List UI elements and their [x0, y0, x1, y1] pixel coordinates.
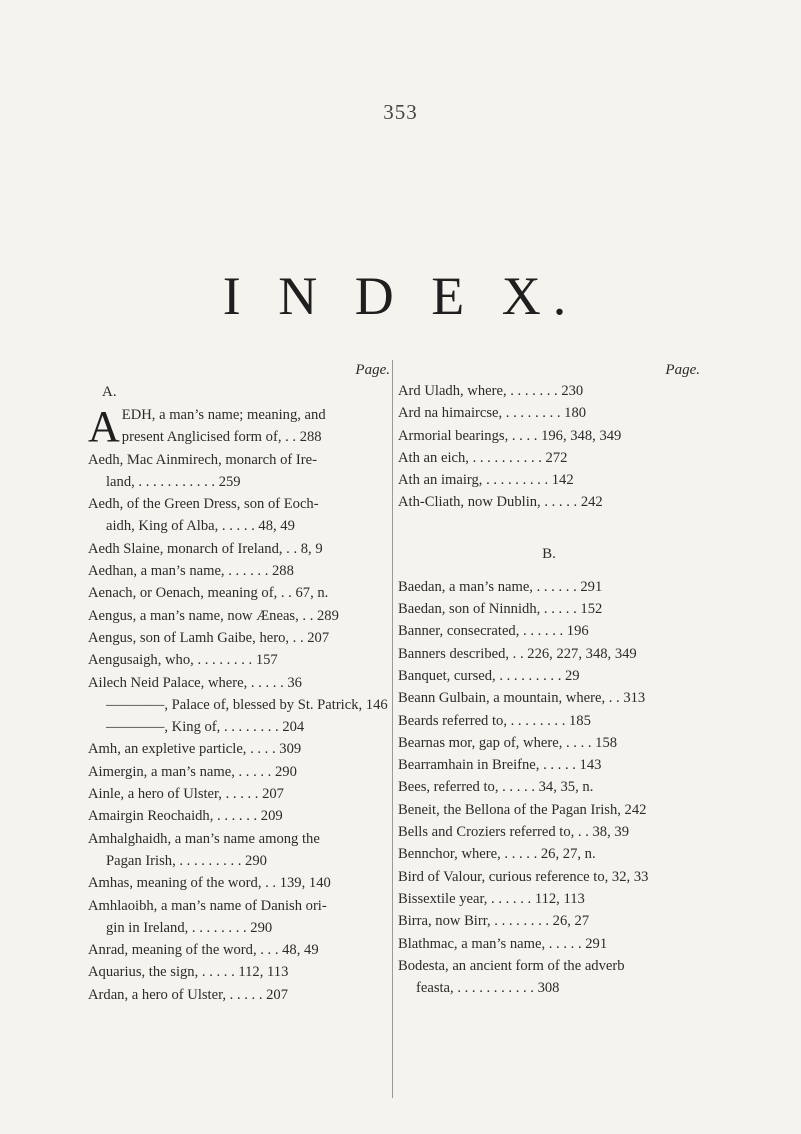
index-entry-line: Bells and Croziers referred to, . . 38, 39 [398, 824, 629, 841]
index-entry-line: Bearramhain in Breifne, . . . . . 143 [398, 757, 602, 774]
index-entry-line: Aquarius, the sign, . . . . . 112, 113 [88, 964, 289, 981]
index-entry-line: Ardan, a hero of Ulster, . . . . . 207 [88, 986, 289, 1003]
index-entries-b [398, 576, 700, 1000]
index-entry-line: Bissextile year, . . . . . . 112, 113 [398, 890, 585, 907]
index-entry-line: Amhlaoibh, a man’s name of Danish ori- [88, 897, 327, 914]
index-entry-line: Banners described, . . 226, 227, 348, 349 [398, 645, 637, 662]
index-entry-line: Aedh Slaine, monarch of Ireland, . . 8, 9 [88, 540, 323, 557]
section-gap [398, 514, 700, 542]
index-entry-line: Banquet, cursed, . . . . . . . . . 29 [398, 667, 580, 684]
index-entry-line: Pagan Irish, . . . . . . . . . 290 [106, 852, 267, 869]
index-entry-line: Armorial bearings, . . . . 196, 348, 349 [398, 427, 622, 444]
index-entry-line: Aengus, son of Lamh Gaibe, hero, . . 207 [88, 629, 330, 646]
column-divider [392, 360, 393, 1098]
index-entry-line: Aedhan, a man’s name, . . . . . . 288 [88, 563, 294, 580]
section-letter-a: A. [102, 384, 117, 400]
index-entry-line: Aenach, or Oenach, meaning of, . . 67, n. [88, 585, 329, 602]
index-entry-line: Birra, now Birr, . . . . . . . . 26, 27 [398, 913, 590, 930]
index-entry-line: Beards referred to, . . . . . . . . 185 [398, 712, 591, 729]
drop-cap: A [88, 404, 120, 449]
page-title: I N D E X. [222, 266, 579, 326]
index-entry-line: Aengus, a man’s name, now Æneas, . . 289 [88, 607, 339, 624]
index-entry-line: Aengusaigh, who, . . . . . . . . 157 [88, 652, 278, 669]
index-entry-line: Banner, consecrated, . . . . . . 196 [398, 623, 589, 640]
index-entry-line: Baedan, a man’s name, . . . . . . 291 [398, 578, 603, 595]
index-column-left [88, 360, 390, 1006]
section-gap [398, 566, 700, 576]
index-entry-line: Aedh, Mac Ainmirech, monarch of Ire- [88, 451, 317, 468]
index-entry-line: aidh, King of Alba, . . . . . 48, 49 [106, 518, 295, 535]
index-entry-line: Ath an imairg, . . . . . . . . . 142 [398, 472, 574, 489]
page-column-heading: Page. [665, 362, 700, 378]
index-entry-line: Aimergin, a man’s name, . . . . . 290 [88, 763, 297, 780]
index-entry-line: Bennchor, where, . . . . . 26, 27, n. [398, 846, 596, 863]
index-entry-line: Amh, an expletive particle, . . . . 309 [88, 741, 302, 758]
index-entry-line: Amhas, meaning of the word, . . 139, 140 [88, 875, 331, 892]
index-entry-line: Ath an eich, . . . . . . . . . . 272 [398, 449, 568, 466]
index-entry-line: feasta, . . . . . . . . . . . 308 [416, 980, 560, 997]
index-entry-line: Ailech Neid Palace, where, . . . . . 36 [88, 674, 302, 691]
entry-line: present Anglicised form of, . . 288 [121, 429, 322, 446]
index-entry-line: Amairgin Reochaidh, . . . . . . 209 [88, 808, 283, 825]
index-entry-line: Ath-Cliath, now Dublin, . . . . . 242 [398, 494, 603, 511]
index-entry-first [88, 404, 390, 449]
index-column-right [398, 360, 700, 999]
index-entry-line: Ard na himaircse, . . . . . . . . 180 [398, 405, 587, 422]
entry-line: EDH, a man’s name; meaning, and [121, 407, 326, 423]
index-entries-a [88, 449, 390, 1006]
index-entry-line: Beneit, the Bellona of the Pagan Irish, 242 [398, 801, 647, 818]
index-entry-line: gin in Ireland, . . . . . . . . 290 [106, 919, 273, 936]
index-entry-line: Amhalghaidh, a man’s name among the [88, 830, 320, 847]
index-entry-line: Aedh, of the Green Dress, son of Eoch- [88, 496, 319, 513]
index-entries-a-continued [398, 380, 700, 514]
index-entry-line: Beann Gulbain, a mountain, where, . . 313 [398, 690, 646, 707]
index-entry-line: Baedan, son of Ninnidh, . . . . . 152 [398, 601, 603, 618]
page-number: 353 [383, 100, 418, 124]
page-column-heading: Page. [355, 362, 390, 378]
index-entry-line: Ard Uladh, where, . . . . . . . 230 [398, 383, 584, 399]
index-entry-line: ————, King of, . . . . . . . . 204 [106, 719, 305, 736]
index-entry-line: Bird of Valour, curious reference to, 32, 33 [398, 868, 649, 885]
index-entry-line: Bees, referred to, . . . . . 34, 35, n. [398, 779, 594, 796]
index-entry-line: Anrad, meaning of the word, . . . 48, 49 [88, 942, 319, 959]
index-entry-line: ————, Palace of, blessed by St. Patrick, 146 [106, 696, 388, 713]
index-entry-line: Ainle, a hero of Ulster, . . . . . 207 [88, 786, 284, 803]
index-entry-line: Bodesta, an ancient form of the adverb [398, 957, 625, 974]
index-entry-line: Bearnas mor, gap of, where, . . . . 158 [398, 734, 618, 751]
section-letter-b: B. [542, 545, 556, 562]
index-entry-line: land, . . . . . . . . . . . 259 [106, 473, 241, 490]
index-entry-line: Blathmac, a man’s name, . . . . . 291 [398, 935, 608, 952]
